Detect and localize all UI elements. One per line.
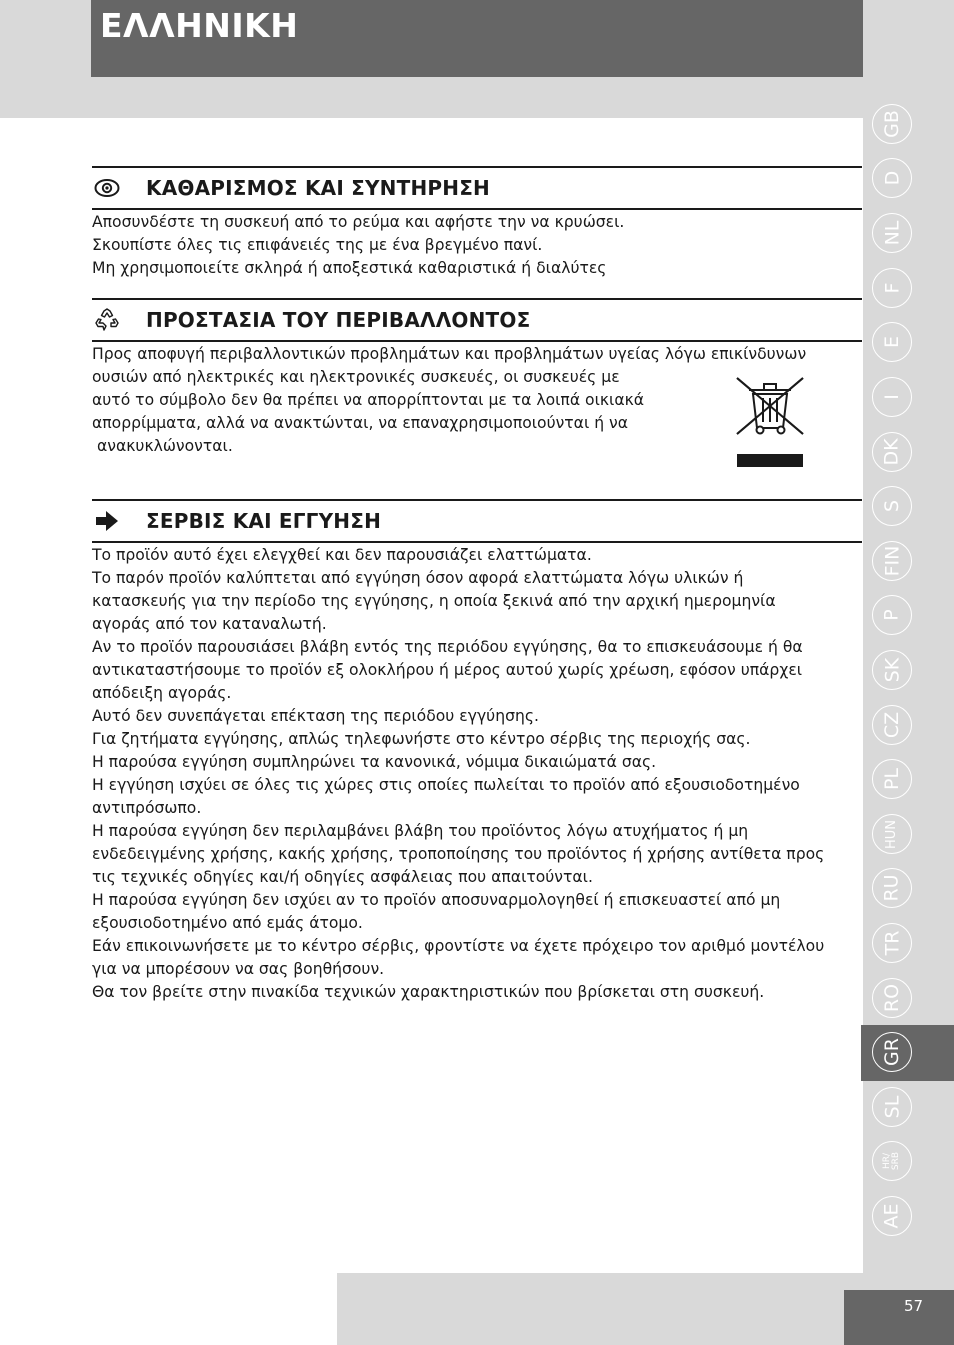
text-line: αυτό το σύμβολο δεν θα πρέπει να απορρίπτονται με τα λοιπά οικιακά [92,391,645,409]
section-header [92,166,862,210]
page-title: ΕΛΛΗΝΙΚΗ [100,6,299,45]
section-title: ΠΡΟΣΤΑΣΙΑ ΤΟΥ ΠΕΡΙΒΑΛΛΟΝΤΟΣ [146,308,531,332]
text-line: Προς αποφυγή περιβαλλοντικών προβλημάτων και προβλημάτων υγείας λόγω επικίνδυνων [92,345,807,363]
text-line: Θα τον βρείτε στην πινακίδα τεχνικών χαρακτηριστικών που βρίσκεται στη συσκευή. [92,983,765,1001]
text-line: Το προϊόν αυτό έχει ελεγχθεί και δεν παρουσιάζει ελαττώματα. [92,546,592,564]
text-line: Το παρόν προϊόν καλύπτεται από εγγύηση όσον αφορά ελαττώματα λόγω υλικών ή [92,569,744,587]
text-line: Η παρούσα εγγύηση δεν ισχύει αν το προϊόν αποσυναρμολογηθεί ή επισκευαστεί από μη [92,891,781,909]
text-line: αντιπρόσωπο. [92,799,202,817]
text-line: Αποσυνδέστε τη συσκευή από το ρεύμα και αφήστε την να κρυώσει. [92,213,625,231]
lang-tab-sk[interactable]: SK [872,650,912,690]
text-line: απορρίμματα, αλλά να ανακτώνται, να επαναχρησιμοποιούνται ή να [92,414,629,432]
footer-left-area [0,1273,337,1345]
lang-tab-ae[interactable]: AE [872,1196,912,1236]
lang-tab-cz[interactable]: CZ [872,705,912,745]
text-line: απόδειξη αγοράς. [92,684,232,702]
text-line: αντικαταστήσουμε το προϊόν εξ ολοκλήρου ή μέρος αυτού χωρίς χρέωση, εφόσον υπάρχει [92,661,803,679]
lang-tab-hr-srb[interactable]: HR/ SRB [872,1141,912,1181]
section-text [92,543,862,1004]
text-line: ουσιών από ηλεκτρικές και ηλεκτρονικές συσκευές, οι συσκευές με [92,368,620,386]
lang-tab-ru[interactable]: RU [872,868,912,908]
section-environment [92,298,862,458]
lang-tab-dk[interactable]: DK [872,432,912,472]
recycle-icon [94,307,120,333]
lang-tab-p[interactable]: P [872,595,912,635]
text-line: ενδεδειγμένης χρήσης, κακής χρήσης, τροποποίησης του προϊόντος ή χρήσης αντίθετα προς [92,845,825,863]
lang-tab-e[interactable]: E [872,322,912,362]
lang-tab-ro[interactable]: RO [872,978,912,1018]
lang-tab-i[interactable]: I [872,377,912,417]
page-number: 57 [904,1297,924,1315]
section-service [92,499,862,1004]
lang-tab-s[interactable]: S [872,486,912,526]
section-header [92,298,862,342]
lang-tab-tr[interactable]: TR [872,923,912,963]
lang-tab-gr[interactable]: GR [872,1032,912,1072]
text-line: Σκουπίστε όλες τις επιφάνειές της με ένα βρεγμένο πανί. [92,236,543,254]
text-line: εξουσιοδοτημένο από εμάς άτομο. [92,914,363,932]
text-line: Για ζητήματα εγγύησης, απλώς τηλεφωνήστε στο κέντρο σέρβις της περιοχής σας. [92,730,751,748]
text-line: ανακυκλώνονται. [92,437,233,455]
text-line: Αυτό δεν συνεπάγεται επέκταση της περιόδου εγγύησης. [92,707,539,725]
text-line: αγοράς από τον καταναλωτή. [92,615,327,633]
text-line: κατασκευής για την περίοδο της εγγύησης, η οποία ξεκινά από την αρχική ημερομηνία [92,592,776,610]
section-title: ΚΑΘΑΡΙΣΜΟΣ ΚΑΙ ΣΥΝΤΗΡΗΣΗ [146,176,490,200]
section-text [92,210,862,280]
eye-icon [94,175,120,201]
lang-tab-sl[interactable]: SL [872,1087,912,1127]
lang-tab-d[interactable]: D [872,158,912,198]
text-line: Η παρούσα εγγύηση δεν περιλαμβάνει βλάβη του προϊόντος λόγω ατυχήματος ή μη [92,822,749,840]
text-line: τις τεχνικές οδηγίες και/ή οδηγίες ασφάλειας που απαιτούνται. [92,868,593,886]
lang-tab-hun[interactable]: HUN [872,814,912,854]
lang-tab-gb[interactable]: GB [872,104,912,144]
text-line: Αν το προϊόν παρουσιάσει βλάβη εντός της περιόδου εγγύησης, θα το επισκευάσουμε ή θα [92,638,803,656]
text-line: Μη χρησιμοποιείτε σκληρά ή αποξεστικά καθαριστικά ή διαλύτες [92,259,607,277]
text-line: για να μπορέσουν να σας βοηθήσουν. [92,960,385,978]
text-line: Η παρούσα εγγύηση συμπληρώνει τα κανονικά, νόμιμα δικαιώματά σας. [92,753,657,771]
page-number-box [844,1290,954,1345]
section-cleaning [92,166,862,280]
section-title: ΣΕΡΒΙΣ ΚΑΙ ΕΓΓΥΗΣΗ [146,509,382,533]
lang-tab-f[interactable]: F [872,268,912,308]
text-line: Εάν επικοινωνήσετε με το κέντρο σέρβις, φροντίστε να έχετε πρόχειρο τον αριθμό μοντέλου [92,937,825,955]
arrow-right-icon [94,508,120,534]
lang-tab-nl[interactable]: NL [872,213,912,253]
lang-tab-fin[interactable]: FIN [872,541,912,581]
section-header [92,499,862,543]
lang-tab-pl[interactable]: PL [872,759,912,799]
text-line: Η εγγύηση ισχύει σε όλες τις χώρες στις οποίες πωλείται το προϊόν από εξουσιοδοτημένο [92,776,800,794]
crossed-bin-icon [733,370,807,468]
